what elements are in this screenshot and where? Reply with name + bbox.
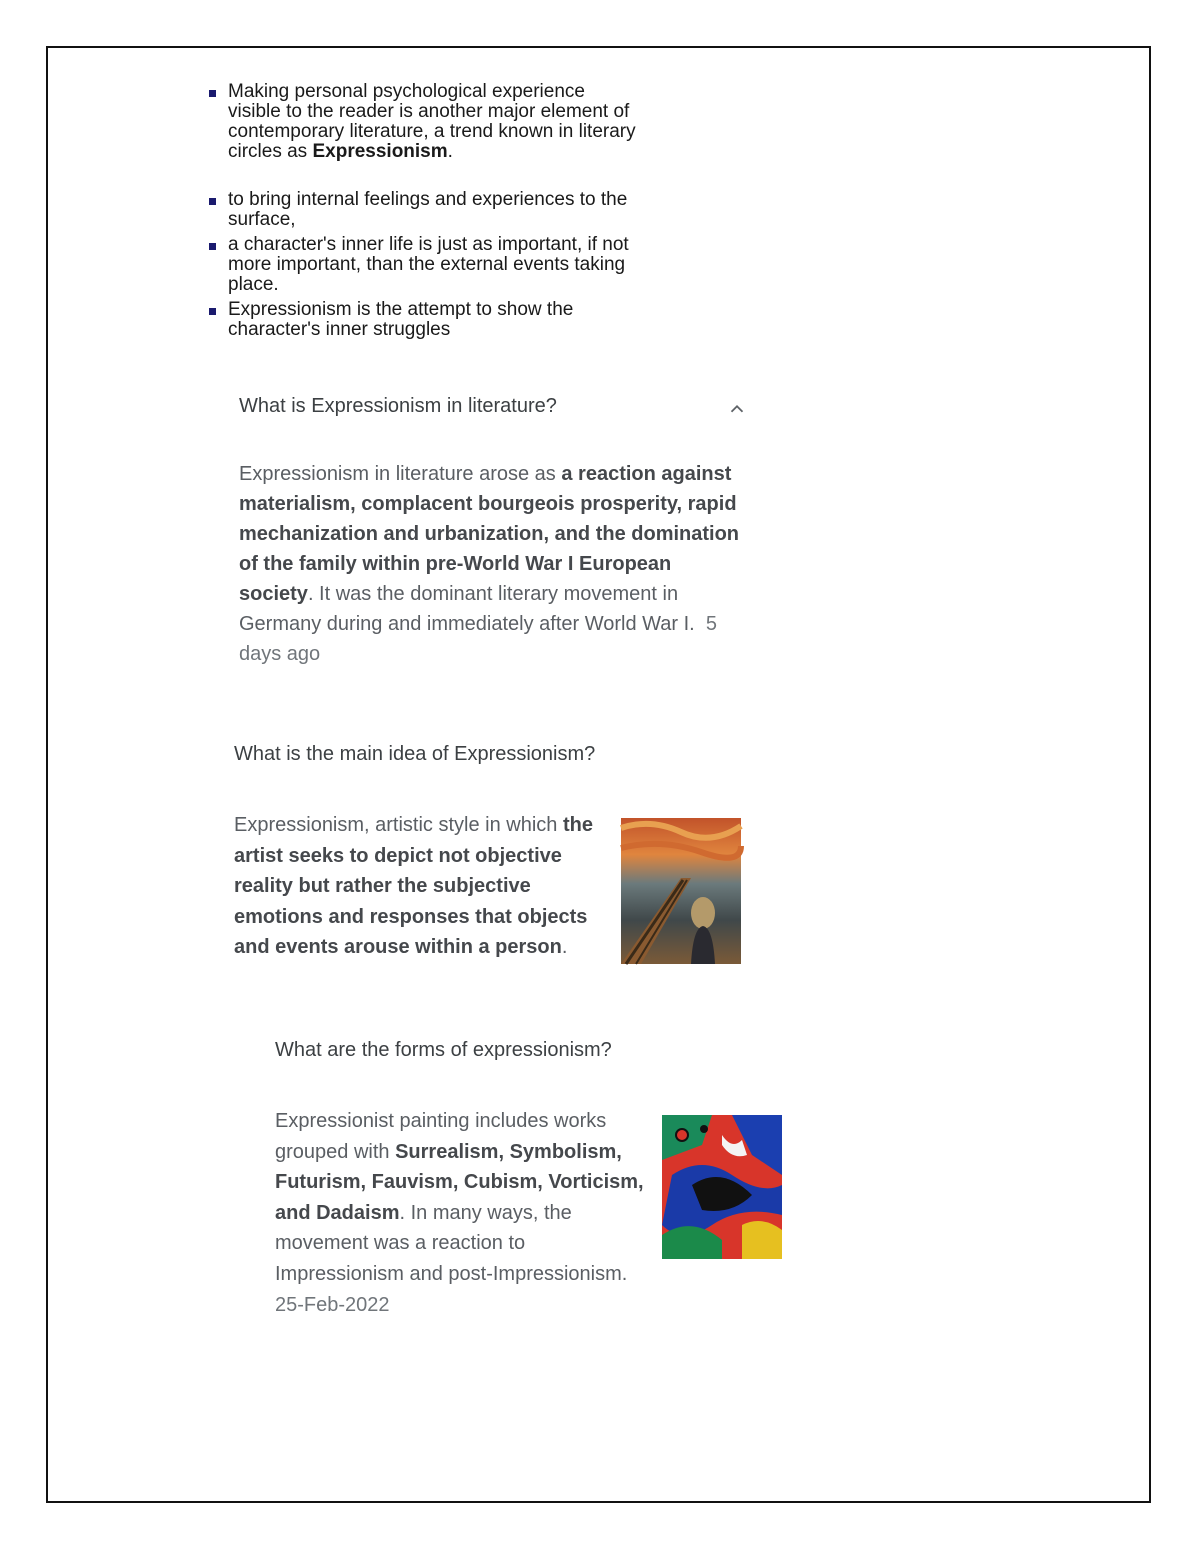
bullet-line: contemporary literature, a trend known in literary <box>228 121 636 142</box>
bullet-item <box>207 190 687 230</box>
chevron-up-icon[interactable] <box>726 398 748 420</box>
answer-date: 25-Feb-2022 <box>275 1293 390 1316</box>
bullet-line: Expressionism is the attempt to show the <box>228 299 574 320</box>
bullet-line: character's inner struggles <box>228 319 451 340</box>
bullet-square-icon <box>209 198 216 205</box>
faq-answer: Expressionism, artistic style in which the artist seeks to depict not objective reality but rather the subjective emotions and responses that objects and events arouse within a person. <box>234 814 593 959</box>
faq-question[interactable]: What is the main idea of Expressionism? <box>234 743 596 765</box>
bullet-line: Making personal psychological experience <box>228 81 585 102</box>
painting-thumbnail[interactable] <box>621 818 741 964</box>
bullet-item <box>207 235 687 295</box>
bullet-line: surface, <box>228 209 296 230</box>
bullet-item <box>207 82 687 162</box>
bullet-line: place. <box>228 274 279 295</box>
faq-question[interactable]: What are the forms of expressionism? <box>275 1039 612 1061</box>
bullet-square-icon <box>209 243 216 250</box>
painting-thumbnail[interactable] <box>662 1115 782 1259</box>
bullet-line: more important, than the external events taking <box>228 254 626 275</box>
bullet-section <box>207 82 687 340</box>
faq-question[interactable]: What is Expressionism in literature? <box>239 395 557 417</box>
faq-answer: Expressionist painting includes works grouped with Surrealism, Symbolism, Futurism, Fauvism, Cubism, Vorticism, and Dadaism. In many ways, the movement was a reaction to Impressionism and post-Impressionism. 25-Feb-2022 <box>275 1110 644 1316</box>
bullet-square-icon <box>209 90 216 97</box>
bold-term: Expressionism <box>312 141 448 162</box>
bullet-line: to bring internal feelings and experiences to the <box>228 189 628 210</box>
answer-date: 5 days ago <box>239 613 717 665</box>
bullet-item <box>207 300 687 340</box>
bullet-line: visible to the reader is another major element of <box>228 101 630 122</box>
bullet-line: circles as Expressionism. <box>228 141 453 162</box>
bullet-square-icon <box>209 308 216 315</box>
faq-answer: Expressionism in literature arose as a reaction against materialism, complacent bourgeois prosperity, rapid mechanization and urbanization, and the domination of the family within pre-World War I European society. It was the dominant literary movement in Germany during and immediately after World War I. 5 days ago <box>239 463 740 665</box>
bullet-line: a character's inner life is just as important, if not <box>228 234 629 255</box>
